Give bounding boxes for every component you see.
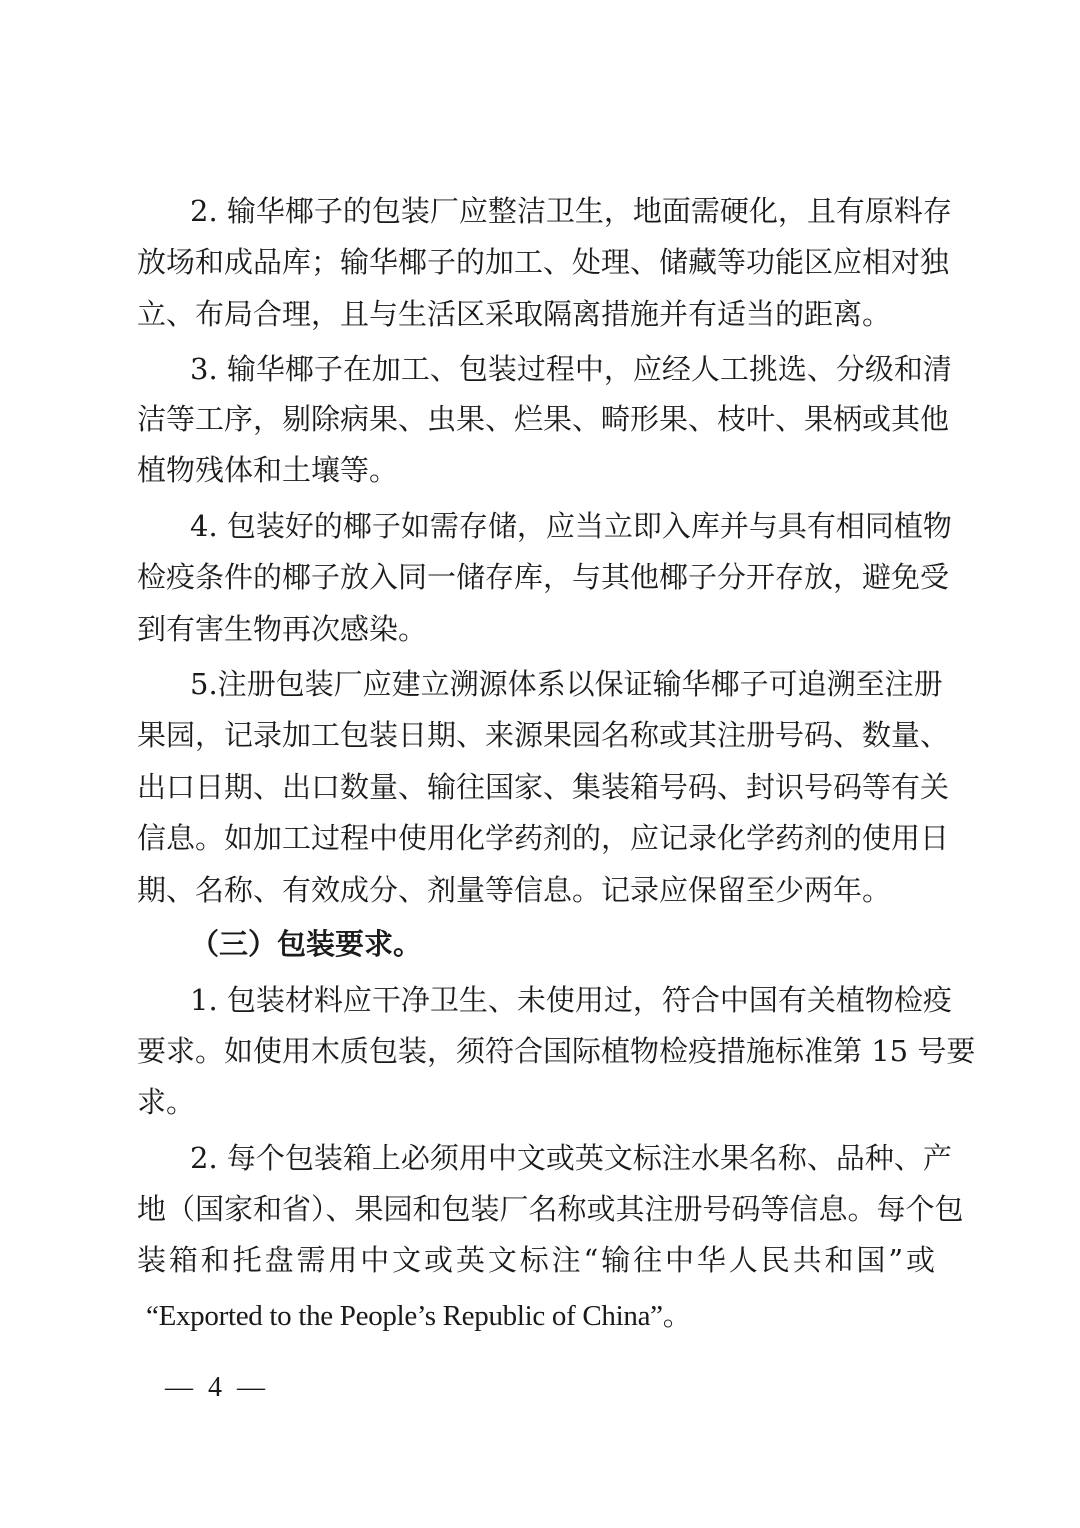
paragraph-5-line-2: 果园，记录加工包装日期、来源果园名称或其注册号码、数量、 — [137, 718, 950, 752]
section-item-2-line-1: 2. 每个包装箱上必须用中文或英文标注水果名称、品种、产 — [190, 1141, 952, 1175]
paragraph-4-line-1: 4. 包装好的椰子如需存储，应当立即入库并与具有相同植物 — [190, 509, 952, 543]
section-item-1-line-2: 要求。如使用木质包装，须符合国际植物检疫措施标准第 15 号要 — [137, 1034, 976, 1068]
paragraph-3-line-1: 3. 输华椰子在加工、包装过程中，应经人工挑选、分级和清 — [190, 352, 952, 386]
paragraph-4-line-3: 到有害生物再次感染。 — [137, 612, 428, 646]
paragraph-3-line-2: 洁等工序，剔除病果、虫果、烂果、畸形果、枝叶、果柄或其他 — [137, 402, 950, 436]
section-heading: （三）包装要求。 — [190, 927, 423, 961]
paragraph-2-line-2: 放场和成品库；输华椰子的加工、处理、储藏等功能区应相对独 — [137, 245, 950, 279]
section-item-1-line-3: 求。 — [137, 1085, 196, 1119]
section-item-1-line-1: 1. 包装材料应干净卫生、未使用过，符合中国有关植物检疫 — [190, 983, 952, 1017]
paragraph-2-line-3: 立、布局合理，且与生活区采取隔离措施并有适当的距离。 — [137, 297, 892, 331]
paragraph-2-line-1: 2. 输华椰子的包装厂应整洁卫生，地面需硬化，且有原料存 — [190, 194, 952, 228]
section-item-2-line-3: 装箱和托盘需用中文或英文标注“输往中华人民共和国”或 — [137, 1243, 935, 1277]
section-item-2-line-2: 地（国家和省）、果园和包装厂名称或其注册号码等信息。每个包 — [137, 1192, 964, 1226]
paragraph-5-line-5: 期、名称、有效成分、剂量等信息。记录应保留至少两年。 — [137, 873, 892, 907]
paragraph-5-line-3: 出口日期、出口数量、输往国家、集装箱号码、封识号码等有关 — [137, 770, 950, 804]
section-item-2-line-4-english-label: “Exported to the People’s Republic of China”。 — [146, 1300, 692, 1332]
paragraph-3-line-3: 植物残体和土壤等。 — [137, 453, 399, 487]
paragraph-4-line-2: 检疫条件的椰子放入同一储存库，与其他椰子分开存放，避免受 — [137, 560, 950, 594]
page-number: — 4 — — [165, 1372, 269, 1403]
paragraph-5-line-4: 信息。如加工过程中使用化学药剂的，应记录化学药剂的使用日 — [137, 821, 950, 855]
paragraph-5-line-1: 5.注册包装厂应建立溯源体系以保证输华椰子可追溯至注册 — [190, 667, 943, 701]
